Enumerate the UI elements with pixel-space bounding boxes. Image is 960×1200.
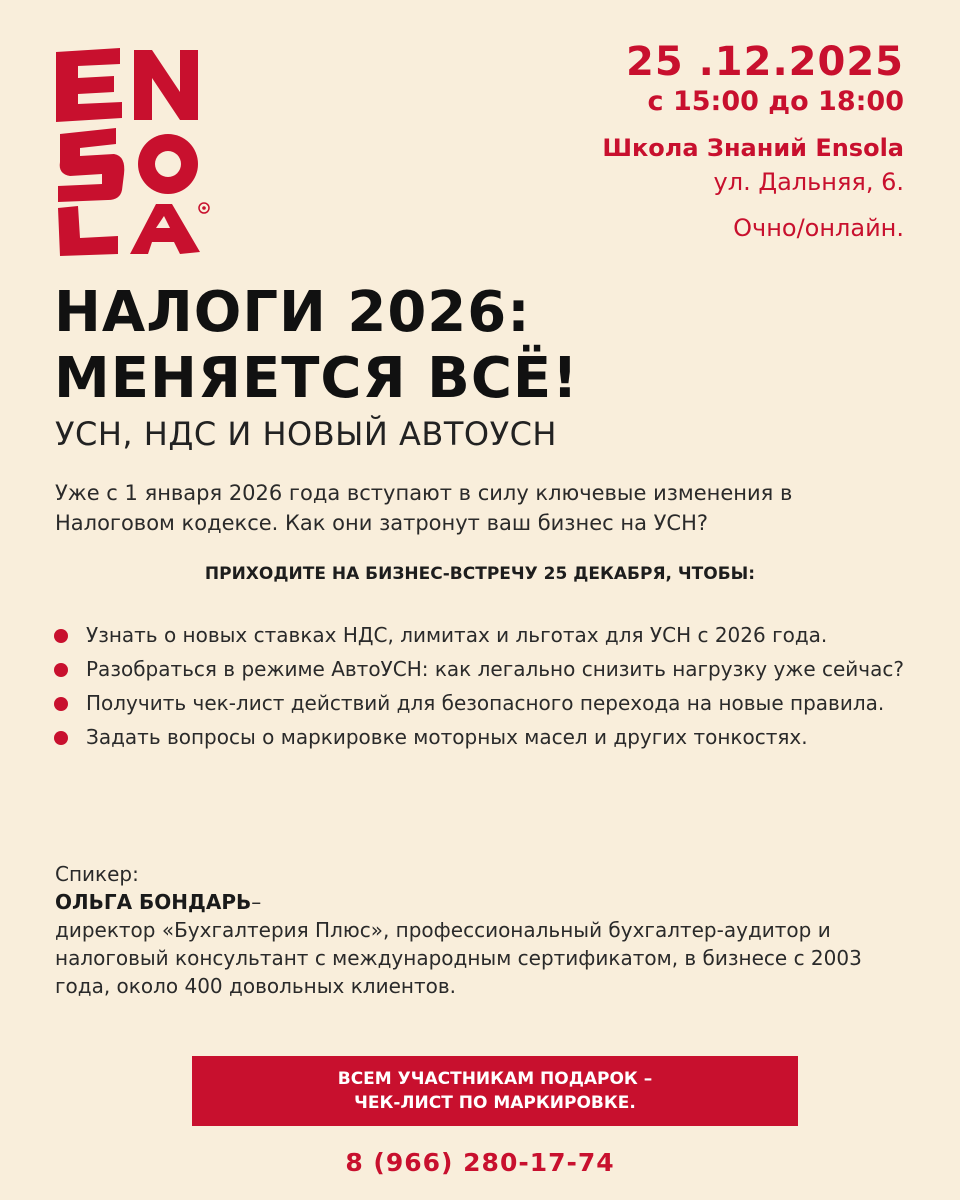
bullet-dot-icon — [54, 663, 68, 677]
list-item — [52, 724, 912, 750]
bullet-dot-icon — [54, 697, 68, 711]
event-date: 25 .12.2025 — [626, 39, 904, 85]
phone-number[interactable]: 8 (966) 280-17-74 — [345, 1148, 615, 1177]
list-item-text: Задать вопросы о маркировке моторных масел и других тонкостях. — [86, 725, 808, 749]
gift-line-1 — [192, 1067, 798, 1091]
title-line-2: МЕНЯЕТСЯ ВСЁ! — [54, 346, 579, 411]
title-line-1: НАЛОГИ 2026: — [54, 280, 531, 345]
venue-name: Школа Знаний Ensola — [602, 134, 904, 162]
intro-text: Уже с 1 января 2026 года вступают в силу ключевые изменения в Налоговом кодексе. Как они затронут ваш бизнес на УСН? — [55, 481, 793, 535]
gift-banner — [192, 1056, 798, 1126]
bullet-dot-icon — [54, 731, 68, 745]
speaker-name: ОЛЬГА БОНДАРЬ — [55, 890, 252, 914]
speaker-name-line — [55, 888, 915, 916]
list-item-text: Получить чек-лист действий для безопасного перехода на новые правила. — [86, 691, 885, 715]
speaker-bio: директор «Бухгалтерия Плюс», профессиональный бухгалтер-аудитор и налоговый консультант с международным сертификатом, в бизнесе с 2003 года, около 400 довольных клиентов. — [55, 918, 862, 998]
list-item — [52, 656, 912, 682]
venue-address: ул. Дальняя, 6. — [713, 168, 904, 196]
page-title — [54, 280, 579, 412]
ensola-logo — [52, 44, 212, 258]
benefits-list — [52, 622, 912, 758]
bullet-dot-icon — [54, 629, 68, 643]
speaker-label: Спикер: — [55, 862, 139, 886]
event-format: Очно/онлайн. — [733, 214, 904, 242]
gift-suffix: – — [637, 1069, 653, 1089]
event-time: с 15:00 до 18:00 — [647, 86, 904, 117]
event-info — [602, 38, 904, 244]
list-item-text: Разобраться в режиме АвтоУСН: как легально снизить нагрузку уже сейчас? — [86, 657, 904, 681]
list-item — [52, 690, 912, 716]
speaker-dash: – — [251, 890, 262, 914]
call-to-action-heading: ПРИХОДИТЕ НА БИЗНЕС-ВСТРЕЧУ 25 ДЕКАБРЯ, ЧТОБЫ: — [204, 564, 756, 584]
speaker-block — [55, 860, 915, 1000]
list-item — [52, 622, 912, 648]
gift-highlight: ПОДАРОК — [540, 1069, 638, 1089]
subtitle: УСН, НДС И НОВЫЙ АВТОУСН — [55, 415, 557, 453]
gift-line-2: ЧЕК-ЛИСТ ПО МАРКИРОВКЕ. — [354, 1093, 636, 1113]
gift-prefix: ВСЕМ УЧАСТНИКАМ — [337, 1069, 541, 1089]
list-item-text: Узнать о новых ставках НДС, лимитах и льготах для УСН с 2026 года. — [86, 623, 828, 647]
